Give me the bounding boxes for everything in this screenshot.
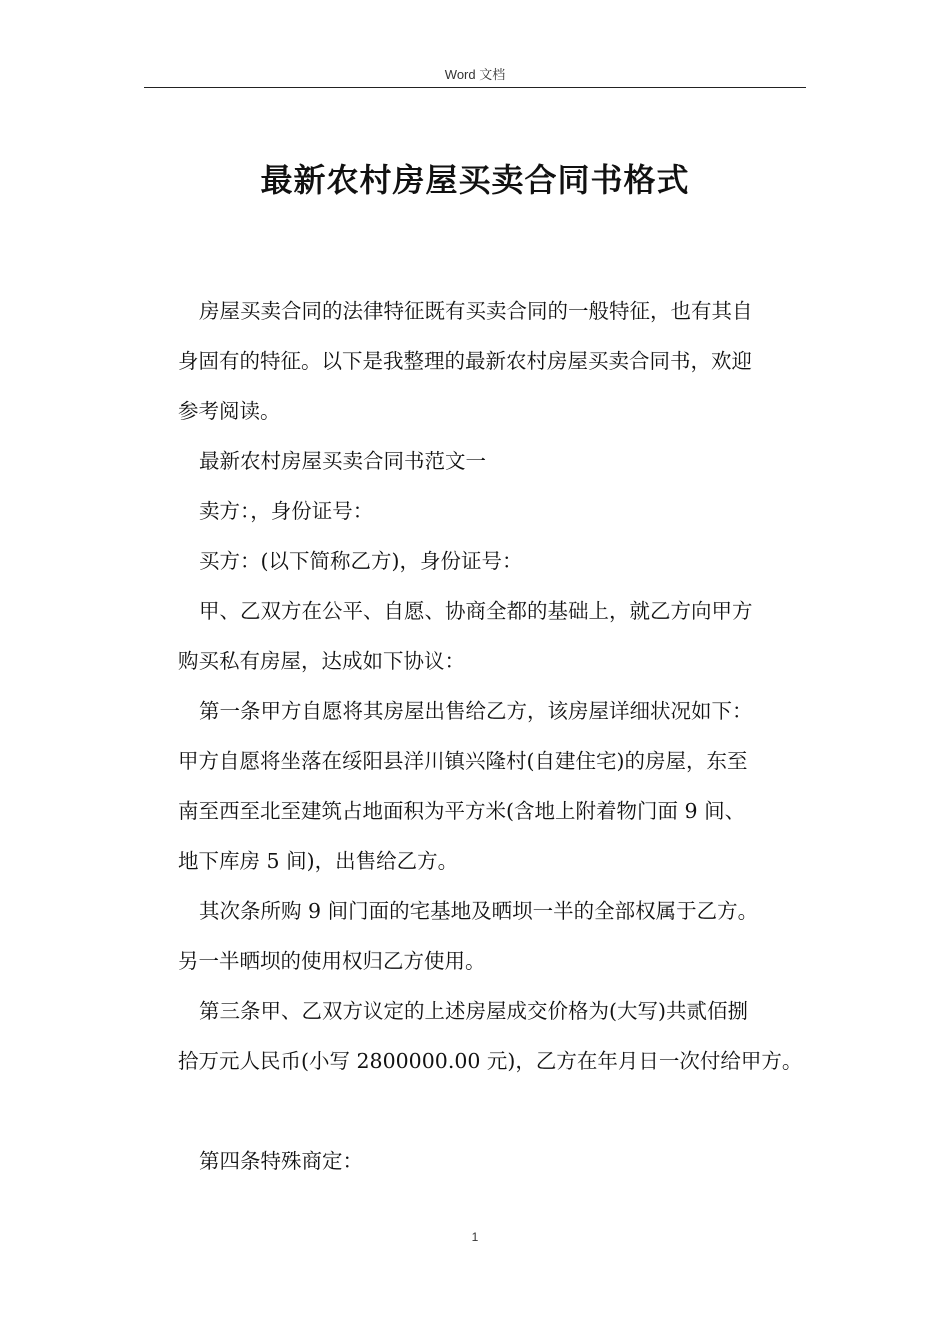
paragraph-line: 购买私有房屋，达成如下协议：	[178, 649, 465, 673]
paragraph-line: 另一半晒坝的使用权归乙方使用。	[178, 949, 486, 973]
page-number: 1	[471, 1230, 479, 1244]
header-divider	[144, 87, 806, 88]
paragraph-gap	[178, 1086, 808, 1136]
paragraph-line: 其次条所购 9 间门面的宅基地及晒坝一半的全部权属于乙方。	[199, 899, 759, 923]
document-title: 最新农村房屋买卖合同书格式	[260, 161, 690, 199]
paragraph-line: 房屋买卖合同的法律特征既有买卖合同的一般特征，也有其自	[199, 299, 753, 323]
paragraph-line: 第一条甲方自愿将其房屋出售给乙方，该房屋详细状况如下：	[199, 699, 753, 723]
paragraph-line: 参考阅读。	[178, 399, 281, 423]
paragraph-line: 南至西至北至建筑占地面积为平方米(含地上附着物门面 9 间、	[178, 799, 746, 823]
section-heading: 最新农村房屋买卖合同书范文一	[199, 449, 486, 473]
paragraph-line: 第三条甲、乙双方议定的上述房屋成交价格为(大写)共贰佰捌	[199, 999, 748, 1023]
paragraph-line: 拾万元人民币(小写 2800000.00 元)，乙方在年月日一次付给甲方。	[178, 1049, 803, 1073]
paragraph-line: 卖方：，身份证号：	[199, 499, 374, 523]
document-body	[178, 286, 808, 1186]
paragraph-line: 甲方自愿将坐落在绥阳县洋川镇兴隆村(自建住宅)的房屋，东至	[178, 749, 748, 773]
paragraph-line: 甲、乙双方在公平、自愿、协商全都的基础上，就乙方向甲方	[199, 599, 753, 623]
page-header: Word 文档	[444, 67, 506, 82]
paragraph-line: 买方：(以下简称乙方)，身份证号：	[199, 549, 523, 573]
paragraph-line: 地下库房 5 间)，出售给乙方。	[178, 849, 459, 873]
paragraph-line: 第四条特殊商定：	[199, 1149, 363, 1173]
paragraph-line: 身固有的特征。以下是我整理的最新农村房屋买卖合同书，欢迎	[178, 349, 752, 373]
